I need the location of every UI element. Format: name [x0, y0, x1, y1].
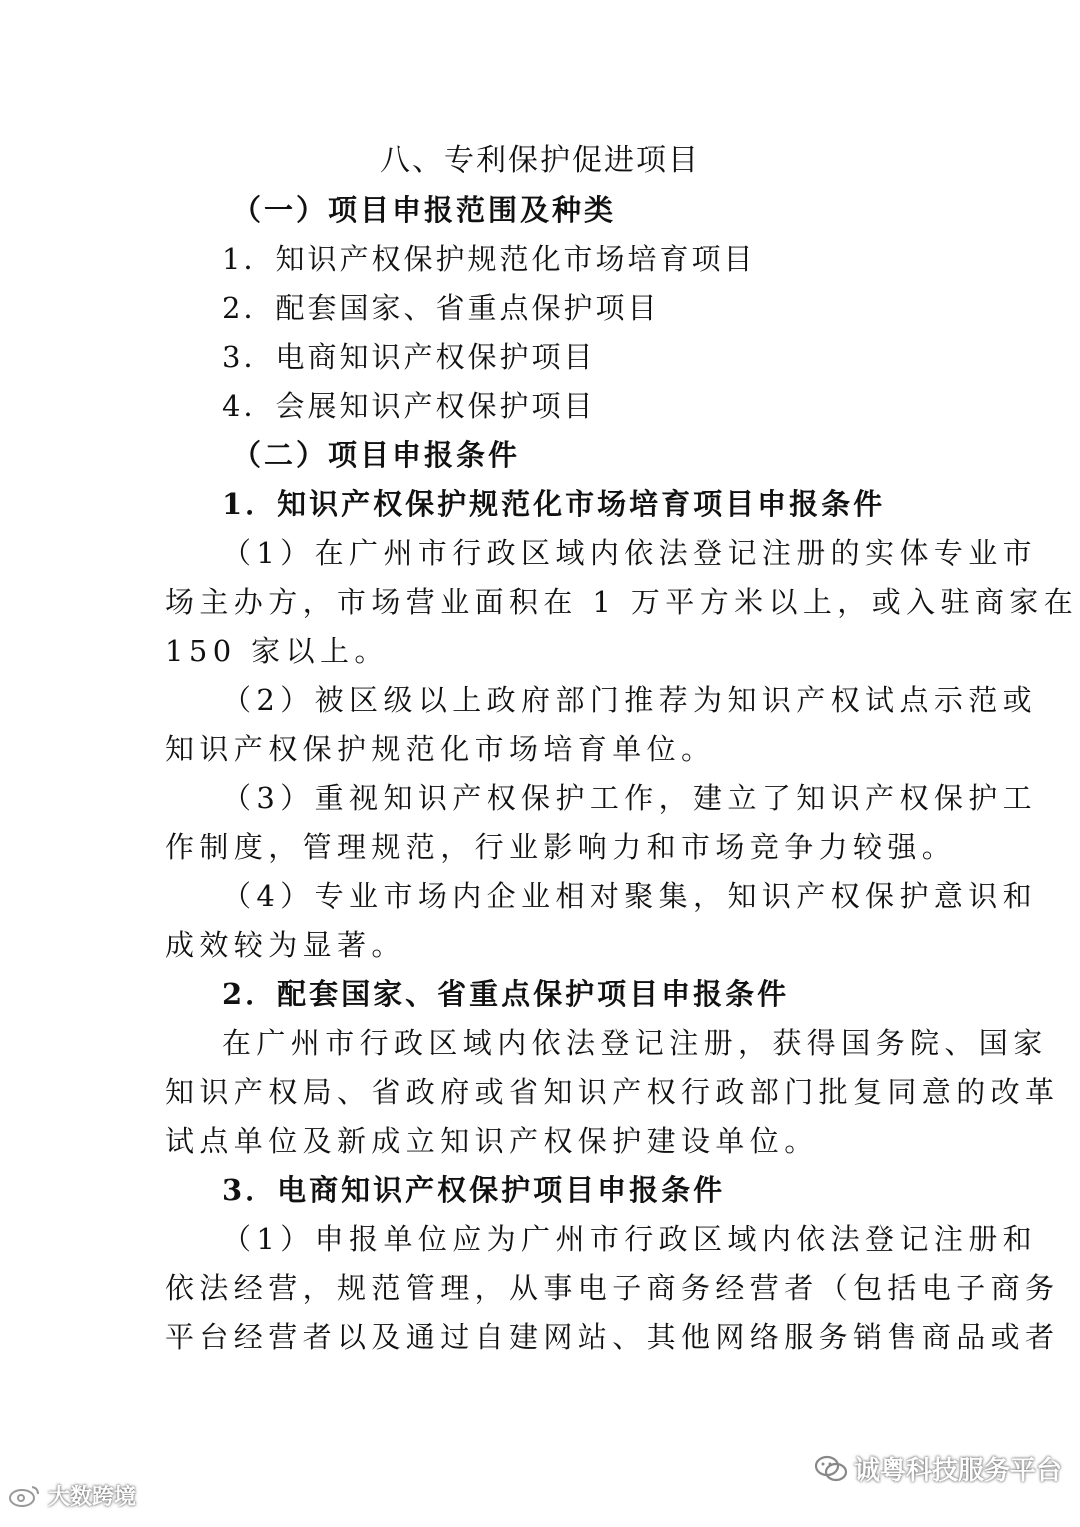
- list-item: 1．知识产权保护规范化市场培育项目: [222, 242, 756, 276]
- wechat-icon: [814, 1454, 848, 1484]
- page-title: 八、专利保护促进项目: [380, 143, 700, 178]
- list-item: 3．电商知识产权保护项目: [222, 340, 596, 374]
- paragraph-line: 知识产权保护规范化市场培育单位。: [165, 732, 716, 766]
- paragraph-line: 平台经营者以及通过自建网站、其他网络服务销售商品或者: [165, 1320, 1060, 1354]
- paragraph-line: 场主办方，市场营业面积在 1 万平方米以上，或入驻商家在: [165, 585, 1079, 619]
- subsection-heading-1: 1．知识产权保护规范化市场培育项目申报条件: [222, 487, 886, 521]
- weibo-icon: [8, 1483, 42, 1509]
- paragraph-line: （2）被区级以上政府部门推荐为知识产权试点示范或: [222, 683, 1038, 717]
- watermark-left: [8, 1480, 136, 1511]
- watermark-right-text: 诚粤科技服务平台: [853, 1456, 1062, 1486]
- watermark-right: [814, 1450, 1062, 1487]
- subsection-heading-2: 2．配套国家、省重点保护项目申报条件: [222, 977, 790, 1011]
- paragraph-line: 150 家以上。: [165, 634, 389, 668]
- subsection-heading-3: 3．电商知识产权保护项目申报条件: [222, 1173, 726, 1207]
- paragraph-line: 试点单位及新成立知识产权保护建设单位。: [165, 1124, 819, 1158]
- paragraph-line: 作制度，管理规范，行业影响力和市场竞争力较强。: [165, 830, 957, 864]
- watermark-left-text: 大数跨境: [48, 1485, 137, 1510]
- section-heading-1: （一）项目申报范围及种类: [232, 193, 617, 227]
- list-item: 2．配套国家、省重点保护项目: [222, 291, 660, 325]
- section-heading-2: （二）项目申报条件: [232, 438, 521, 472]
- paragraph-line: 依法经营，规范管理，从事电子商务经营者（包括电子商务: [165, 1271, 1060, 1305]
- paragraph-line: 在广州市行政区域内依法登记注册，获得国务院、国家: [222, 1026, 1048, 1060]
- paragraph-line: （1）申报单位应为广州市行政区域内依法登记注册和: [222, 1222, 1038, 1256]
- paragraph-line: （1）在广州市行政区域内依法登记注册的实体专业市: [222, 536, 1038, 570]
- list-item: 4．会展知识产权保护项目: [222, 389, 596, 423]
- paragraph-line: 知识产权局、省政府或省知识产权行政部门批复同意的改革: [165, 1075, 1060, 1109]
- paragraph-line: （4）专业市场内企业相对聚集，知识产权保护意识和: [222, 879, 1038, 913]
- paragraph-line: 成效较为显著。: [165, 928, 406, 962]
- paragraph-line: （3）重视知识产权保护工作，建立了知识产权保护工: [222, 781, 1038, 815]
